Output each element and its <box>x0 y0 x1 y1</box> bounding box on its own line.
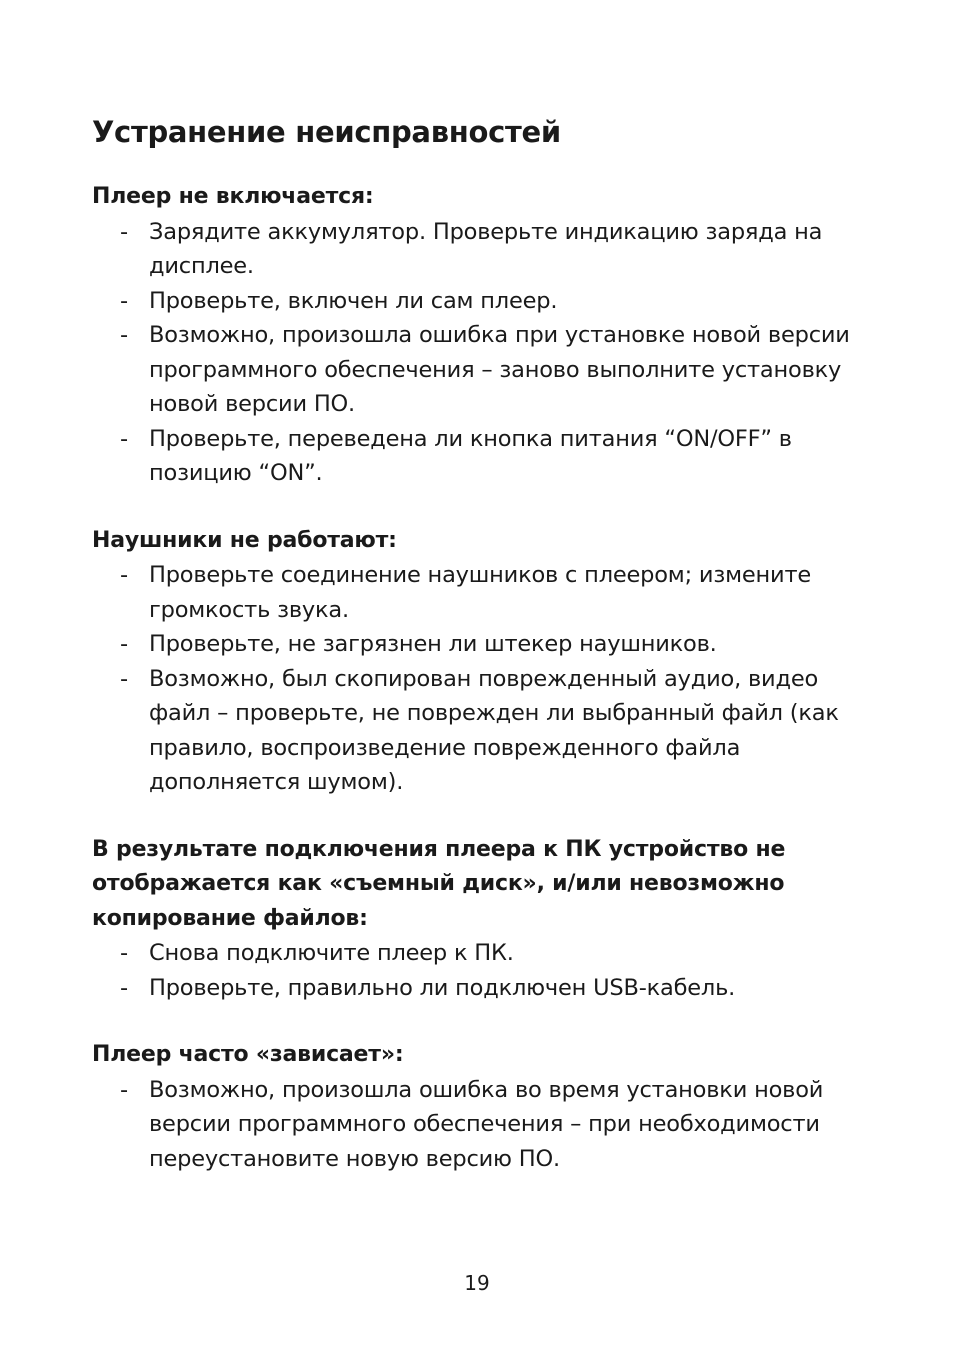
item-list <box>92 558 882 800</box>
list-item <box>92 662 882 800</box>
dash-bullet: - <box>120 665 128 692</box>
section-heading: Наушники не работают: <box>92 527 397 553</box>
section-player-freezes <box>92 1038 882 1176</box>
list-item <box>92 971 882 1006</box>
list-item <box>92 1073 882 1177</box>
item-text: Проверьте, переведена ли кнопка питания “ON/OFF” в позицию “ON”. <box>149 425 792 486</box>
list-item <box>92 936 882 971</box>
list-item <box>92 627 882 662</box>
list-item <box>92 558 882 627</box>
item-text: Возможно, произошла ошибка во время установки новой версии программного обеспечения – при необходимости переустановите новую версию ПО. <box>149 1076 824 1172</box>
item-list <box>92 936 882 1005</box>
dash-bullet: - <box>120 287 128 314</box>
item-text: Проверьте, включен ли сам плеер. <box>149 287 558 314</box>
item-text: Зарядите аккумулятор. Проверьте индикацию заряда на дисплее. <box>149 218 823 279</box>
list-item <box>92 422 882 491</box>
item-text: Проверьте, не загрязнен ли штекер наушников. <box>149 631 717 657</box>
page-number: 19 <box>464 1271 490 1295</box>
section-headphones-not-working <box>92 524 882 800</box>
list-item <box>92 318 882 422</box>
dash-bullet: - <box>120 425 128 452</box>
item-text: Проверьте, правильно ли подключен USB-кабель. <box>149 974 736 1001</box>
dash-bullet: - <box>120 322 128 348</box>
item-text: Возможно, был скопирован поврежденный аудио, видео файл – проверьте, не поврежден ли выбранный файл (как правило, воспроизведение поврежденного файла дополняется шумом). <box>149 665 839 795</box>
section-heading: В результате подключения плеера к ПК устройство не отображается как «съемный диск», и/или невозможно копирование файлов: <box>92 836 786 931</box>
dash-bullet: - <box>120 974 128 1001</box>
item-list <box>92 1073 882 1177</box>
dash-bullet: - <box>120 1076 128 1103</box>
section-pc-connection <box>92 833 882 1006</box>
page-title: Устранение неисправностей <box>92 115 561 149</box>
dash-bullet: - <box>120 218 128 245</box>
dash-bullet: - <box>120 562 128 588</box>
item-text: Снова подключите плеер к ПК. <box>149 940 514 966</box>
item-text: Проверьте соединение наушников с плеером; измените громкость звука. <box>149 562 812 623</box>
item-text: Возможно, произошла ошибка при установке новой версии программного обеспечения – заново выполните установку новой версии ПО. <box>149 322 850 417</box>
list-item <box>92 215 882 284</box>
dash-bullet: - <box>120 940 128 966</box>
list-item <box>92 284 882 319</box>
dash-bullet: - <box>120 631 128 657</box>
item-list <box>92 215 882 491</box>
document-page <box>92 110 882 1209</box>
section-heading: Плеер не включается: <box>92 184 374 209</box>
section-heading: Плеер часто «зависает»: <box>92 1042 404 1067</box>
section-player-not-turning-on <box>92 180 882 491</box>
